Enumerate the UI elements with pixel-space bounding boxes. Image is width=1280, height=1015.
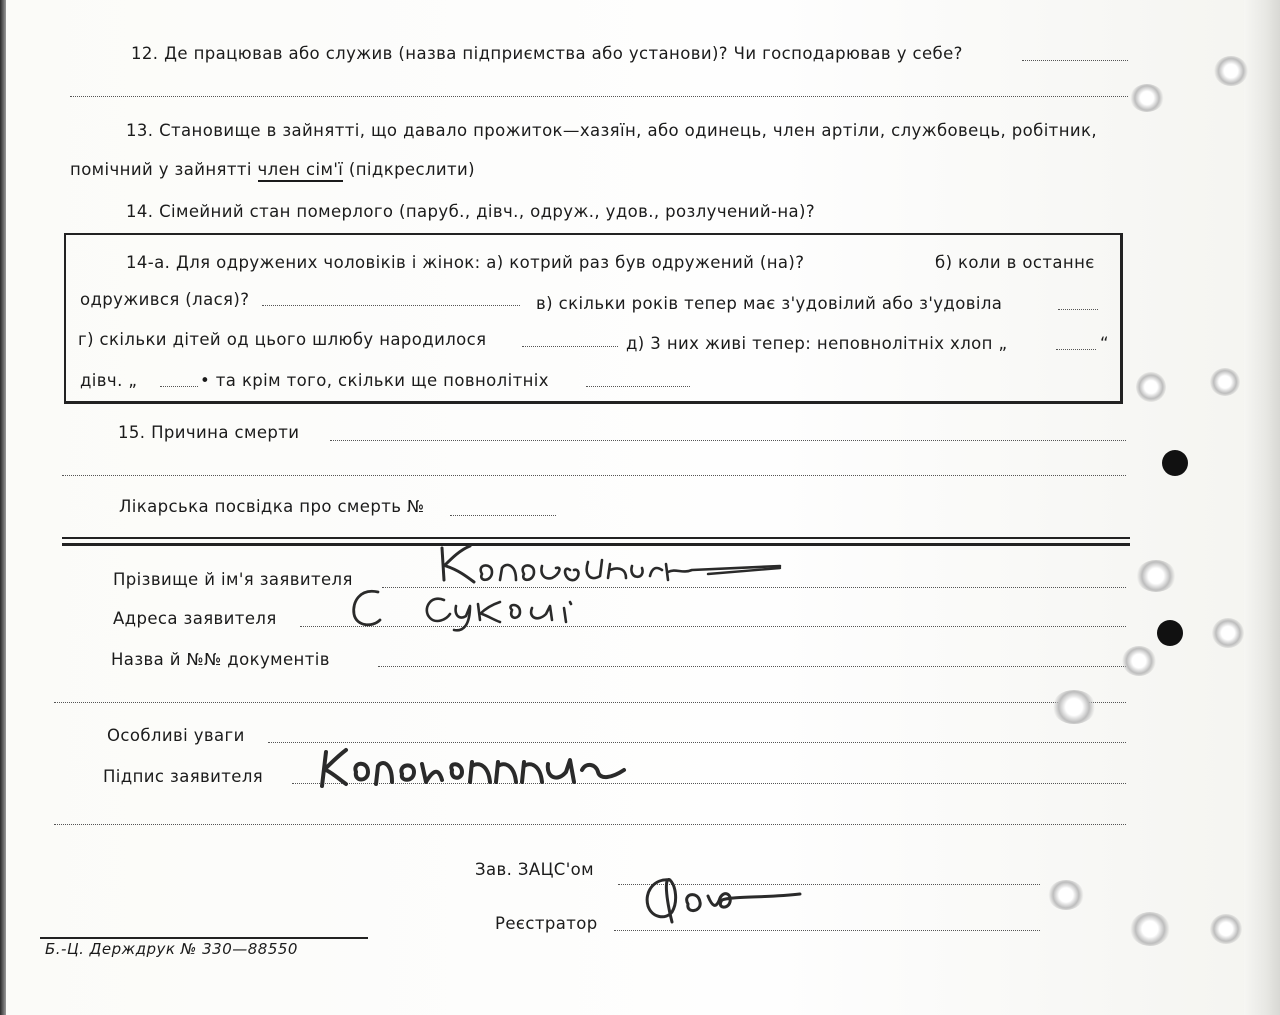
answer-line-14a-married-when[interactable]: [262, 305, 520, 306]
blank-line: [54, 824, 1126, 825]
question-14a-b: б) коли в останнє: [935, 253, 1095, 272]
torn-hole-4: [1210, 368, 1240, 396]
question-14a-g: г) скільки дітей од цього шлюбу народилося: [78, 330, 487, 349]
torn-hole-10: [1130, 912, 1170, 946]
underlined-option-family-member[interactable]: член сім'ї: [258, 160, 344, 182]
documents-line-a[interactable]: [378, 666, 1126, 667]
question-14a-girls: дівч. „: [80, 371, 138, 390]
question-13-line1: 13. Становище в зайнятті, що давало прожиток—хазяїн, або одинець, член артіли, службовець, робітник,: [126, 121, 1098, 140]
documents-line-b[interactable]: [54, 702, 1126, 703]
torn-hole-3: [1136, 372, 1166, 402]
section-divider-top: [62, 537, 1130, 539]
torn-hole-1: [1130, 84, 1164, 112]
question-14a-d: д) 3 них живі тепер: неповнолітніх хлоп „: [626, 334, 1008, 353]
torn-hole-5: [1136, 560, 1176, 592]
torn-hole-8: [1052, 690, 1096, 724]
punch-hole-2: [1157, 620, 1183, 646]
footer-rule: [40, 937, 368, 939]
quote-mark: “: [1100, 334, 1109, 353]
answer-line-14a-children[interactable]: [522, 346, 618, 347]
question-14a-v: в) скільки років тепер має з'удовілий або з'удовіла: [536, 294, 1003, 313]
torn-hole-11: [1210, 914, 1242, 944]
applicant-address-label: Адреса заявителя: [113, 609, 277, 628]
answer-line-12b[interactable]: [70, 96, 1128, 97]
scan-edge-right: [1244, 0, 1280, 1015]
answer-line-15b[interactable]: [62, 475, 1126, 476]
registrar-signature-handwriting: [636, 868, 816, 934]
applicant-name-label: Прізвище й ім'я заявителя: [113, 570, 353, 589]
applicant-signature-handwriting: [312, 742, 642, 794]
question-15: 15. Причина смерти: [118, 423, 300, 442]
answer-line-14a-girls[interactable]: [160, 386, 198, 387]
torn-hole-6: [1122, 646, 1156, 676]
answer-line-15a[interactable]: [330, 440, 1126, 441]
zags-head-label: Зав. ЗАЦС'ом: [475, 860, 594, 879]
applicant-signature-label: Підпис заявителя: [103, 767, 264, 786]
question-12: 12. Де працював або служив (назва підприємства або установи)? Чи господарював у себе?: [131, 44, 963, 63]
question-14a-line2: одружився (лася)?: [80, 290, 250, 309]
answer-line-14a-boys[interactable]: [1056, 349, 1096, 350]
question-13-hint: (підкреслити): [343, 160, 476, 179]
answer-line-14a-adults[interactable]: [586, 386, 690, 387]
question-14: 14. Сімейний стан померлого (паруб., дівч., одруж., удов., розлучений-на)?: [126, 202, 816, 221]
printer-imprint: Б.-Ц. Держдрук № 330—88550: [45, 940, 298, 958]
registrar-label: Реєстратор: [495, 914, 598, 933]
question-13-text: помічний у зайнятті: [70, 160, 258, 179]
punch-hole-1: [1162, 450, 1188, 476]
medical-certificate-label: Лікарська посвідка про смерть №: [119, 497, 425, 516]
remarks-label: Особливі уваги: [107, 726, 245, 745]
torn-hole-9: [1048, 880, 1084, 910]
documents-label: Назва й №№ документів: [111, 650, 330, 669]
torn-hole-7: [1212, 618, 1244, 648]
applicant-address-handwriting: [346, 584, 616, 634]
torn-hole-2: [1214, 56, 1248, 86]
medical-certificate-number-line[interactable]: [450, 515, 556, 516]
question-14a-adults: • та крім того, скільки ще повнолітніх: [200, 371, 549, 390]
question-13-line2: [70, 160, 475, 179]
question-14a-line1: 14-а. Для одружених чоловіків і жінок: а) котрий раз був одружений (на)?: [126, 253, 805, 272]
scan-edge-left: [0, 0, 6, 1015]
answer-line-14a-years[interactable]: [1058, 309, 1098, 310]
answer-line-12a[interactable]: [1022, 60, 1128, 61]
